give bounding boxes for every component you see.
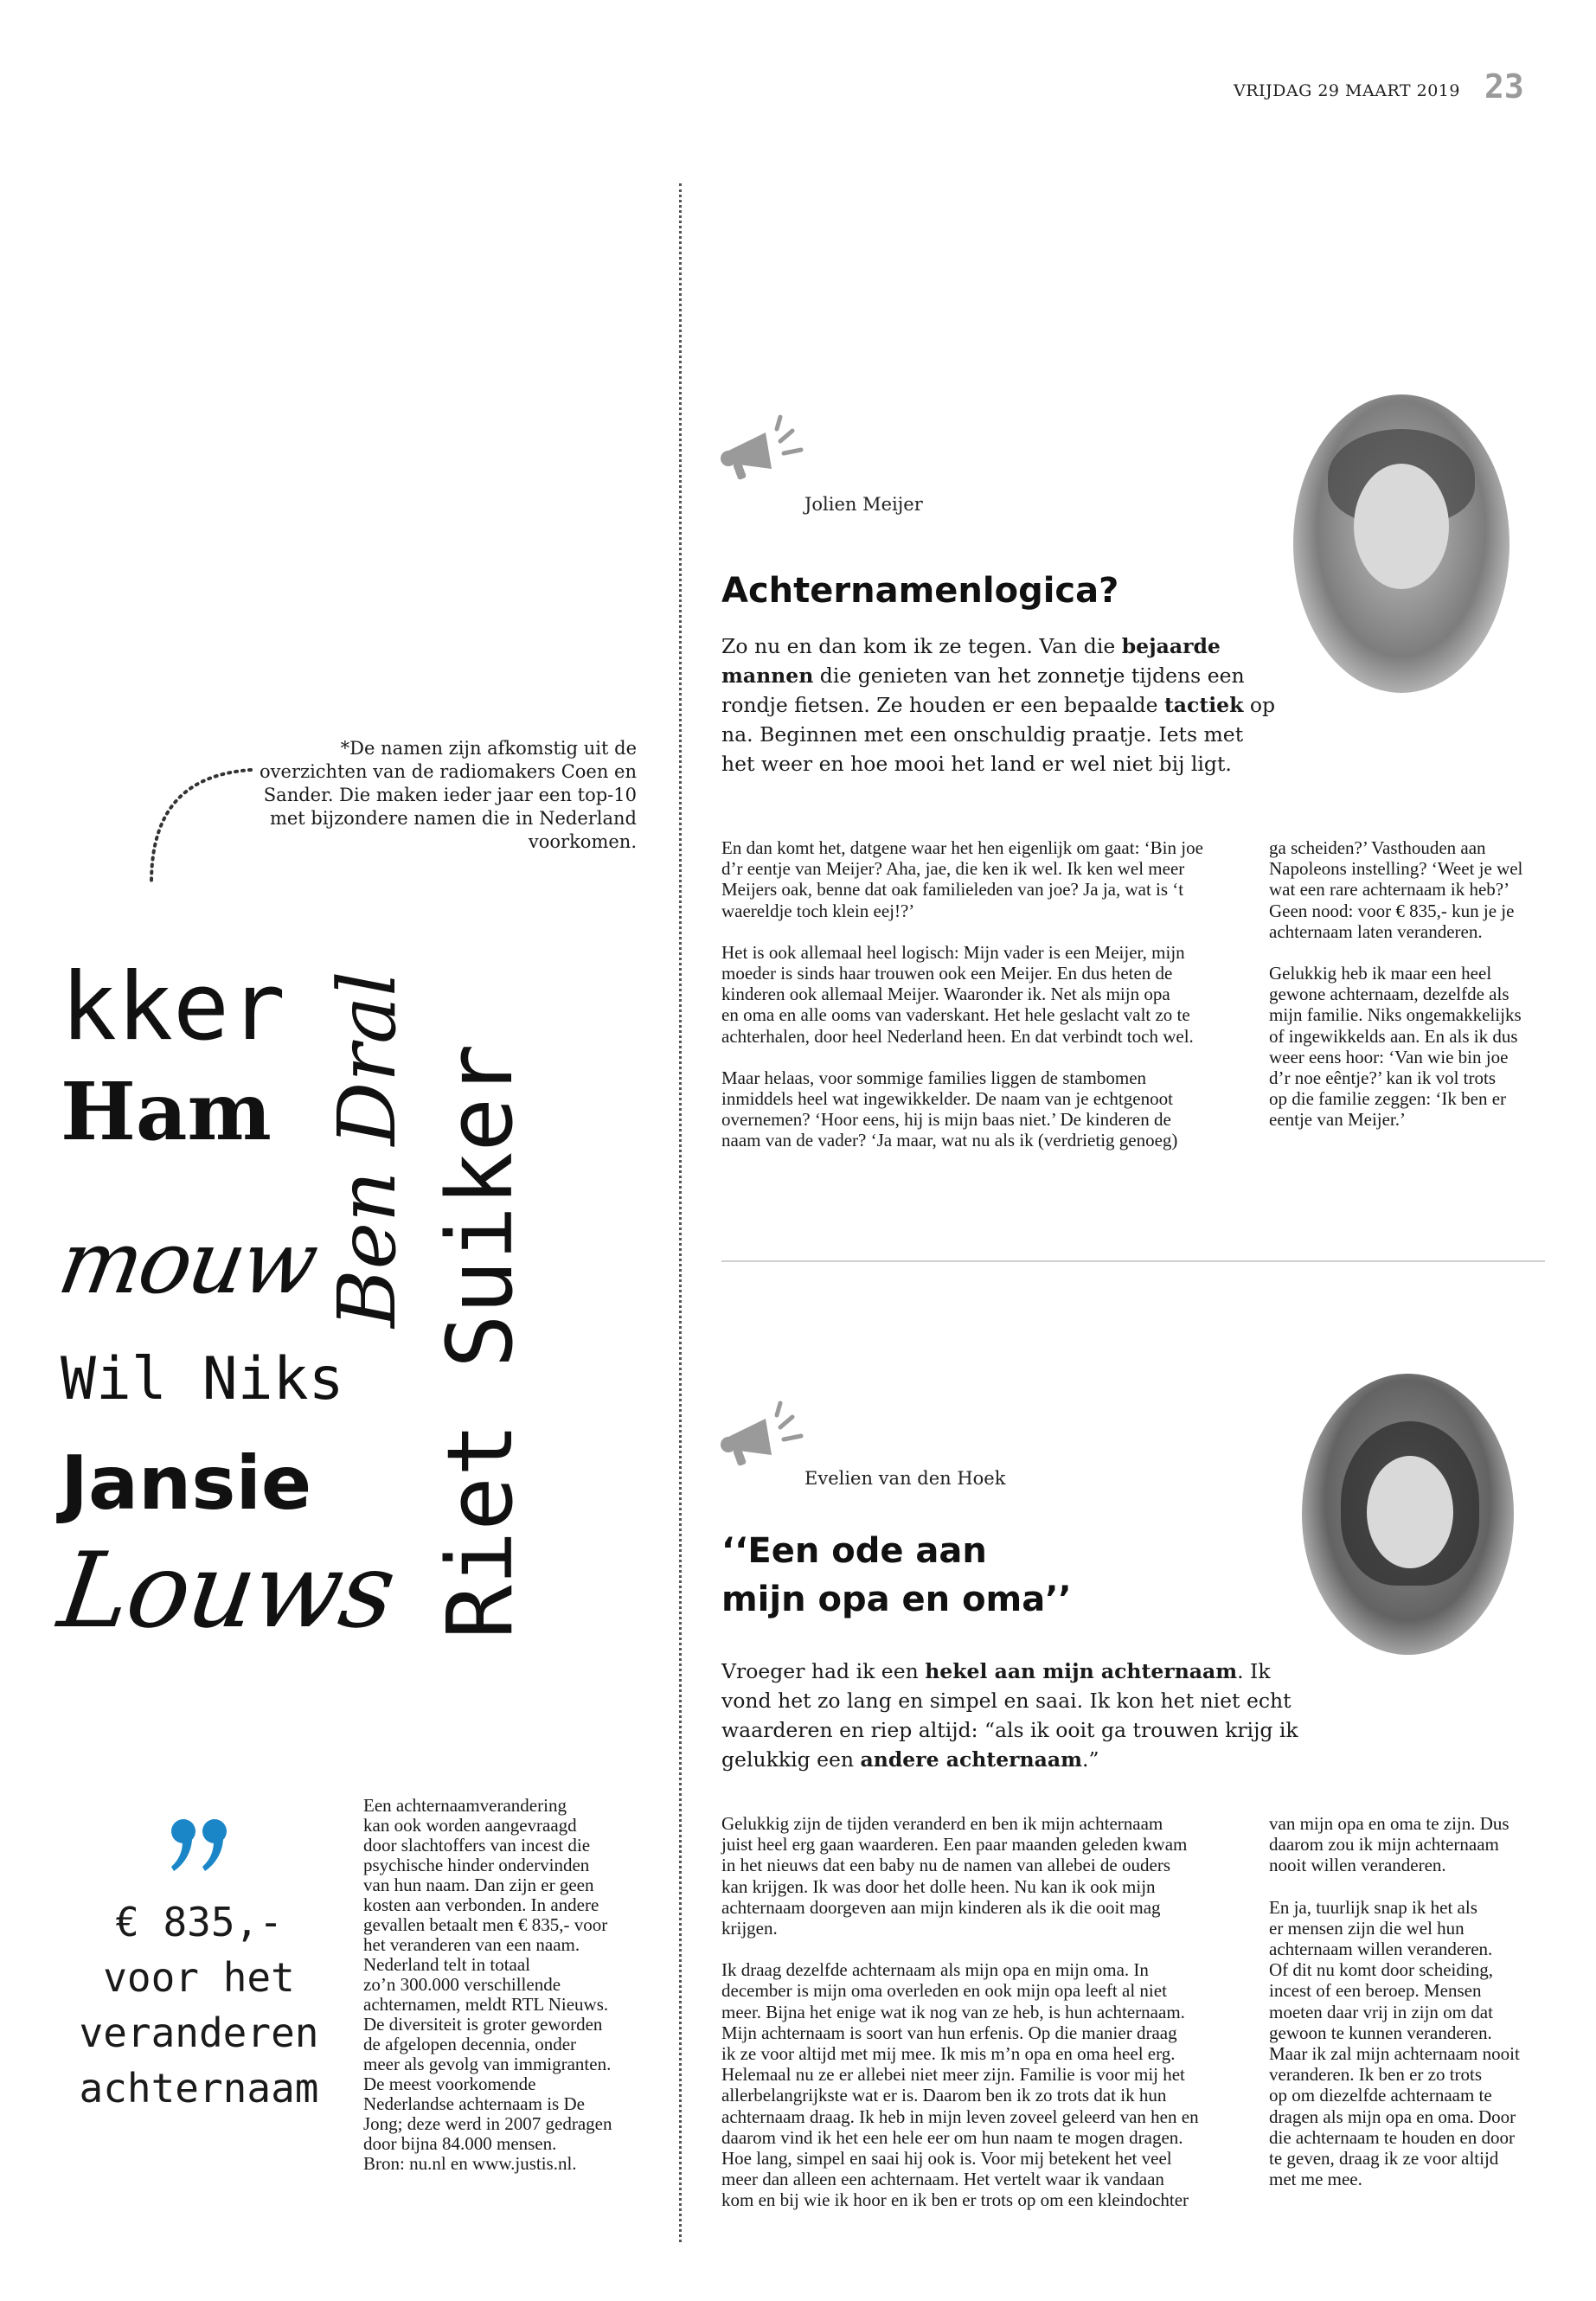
article-line: Maar helaas, voor sommige families liggen de stambomen — [721, 1067, 1147, 1088]
article-line: Meijers oak, benne dat oak familieleden van joe? Ja ja, wat is ‘t — [721, 879, 1184, 901]
article-line: achternaam draag. Ik heb in mijn leven zoveel geleerd van hen en — [721, 2106, 1199, 2127]
bold-phrase: hekel aan mijn achternaam — [925, 1659, 1238, 1683]
sidebar-info-line: kan ook worden aangevraagd — [363, 1815, 577, 1836]
pull-quote-line: voor het — [103, 1954, 295, 2001]
article-line: Of dit nu komt door scheiding, — [1269, 1959, 1493, 1981]
article-line: kinderen ook allemaal Meijer. Waaronder ik. Net als mijn opa — [721, 984, 1170, 1005]
article-line: inmiddels heel wat ingewikkelder. De naam van je echtgenoot — [721, 1088, 1173, 1110]
article-headline — [721, 1527, 1072, 1624]
article-line: achterhalen, door heel Nederland heen. En dat verbindt toch wel. — [721, 1025, 1194, 1047]
article-line: overnemen? ‘Hoor eens, hij is mijn baas niet.’ De kinderen de — [721, 1109, 1171, 1131]
article-paragraph — [721, 1067, 1258, 1151]
pull-quote-line: € 835,- — [115, 1899, 283, 1945]
article-paragraph — [721, 942, 1258, 1047]
article-line: achternaam doorgeven aan mijn kinderen als ik die ooit mag — [721, 1896, 1161, 1918]
article-intro-line — [721, 631, 1284, 661]
text-run: gelukkig een — [721, 1747, 861, 1772]
sidebar-info-line: gevallen betaalt men € 835,- voor — [363, 1914, 608, 1935]
article-line: met me mee. — [1269, 2169, 1362, 2190]
article-line: of ingewikkelds aan. En als ik dus — [1269, 1025, 1518, 1047]
collage-name-riet-suiker-text: Riet Suiker — [427, 1043, 533, 1639]
article-paragraph — [721, 1959, 1258, 2210]
header-date: VRIJDAG 29 MAART 2019 — [1234, 81, 1460, 100]
article-line: incest of een beroep. Mensen — [1269, 1980, 1482, 2002]
sidebar-info-line: meer als gevolg van immigranten. — [363, 2054, 612, 2074]
article-line: op om diezelfde achternaam te — [1269, 2085, 1492, 2106]
megaphone-icon — [718, 407, 822, 493]
article-intro-line — [721, 1715, 1344, 1745]
text-run: .” — [1081, 1747, 1099, 1772]
article-headline-line: mijn opa en oma’’ — [721, 1580, 1072, 1619]
bold-phrase: mannen — [721, 663, 814, 688]
article-line: En dan komt het, datgene waar het hen eigenlijk om gaat: ‘Bin joe — [721, 837, 1203, 858]
article-line: Gelukkig zijn de tijden veranderd en ben ik mijn achternaam — [721, 1813, 1163, 1834]
article-paragraph — [721, 837, 1258, 921]
sidebar-info-line: de afgelopen decennia, onder — [363, 2034, 577, 2054]
article-line: Ik draag dezelfde achternaam als mijn opa en mijn oma. In — [721, 1959, 1149, 1981]
article-headline — [721, 567, 1118, 615]
sidebar-info-line: Nederlandse achternaam is De — [363, 2093, 585, 2114]
sidebar-info-line: Jong; deze werd in 2007 gedragen — [363, 2113, 612, 2134]
article-line: En ja, tuurlijk snap ik het als — [1269, 1896, 1477, 1918]
text-run: het weer en hoe mooi het land er wel niet bij ligt. — [721, 752, 1232, 776]
article-body-column-1 — [721, 837, 1258, 1172]
article-line: achternaam laten veranderen. — [1269, 920, 1483, 942]
article-line: kom en bij wie ik hoor en ik ben er trots op om een kleindochter — [721, 2189, 1189, 2211]
article-intro-line — [721, 1657, 1344, 1686]
text-run: Vroeger had ik een — [721, 1659, 926, 1683]
column-divider — [679, 183, 682, 2242]
sidebar-info-line: achternamen, meldt RTL Nieuws. — [363, 1994, 609, 2015]
article-line: nooit willen veranderen. — [1269, 1855, 1446, 1876]
text-run: op — [1243, 693, 1276, 717]
text-run: . Ik — [1237, 1659, 1271, 1683]
megaphone-icon — [718, 1393, 822, 1479]
sidebar-info-line: van hun naam. Dan zijn er geen — [363, 1875, 594, 1895]
article-line: te geven, draag ik ze voor altijd — [1269, 2148, 1499, 2170]
article-line: Napoleons instelling? ‘Weet je wel — [1269, 858, 1523, 880]
article-line: Het is ook allemaal heel logisch: Mijn vader is een Meijer, mijn — [721, 941, 1185, 963]
dotted-curve-decoration — [138, 761, 260, 891]
article-line: d’r noe eêntje?’ kan ik vol trots — [1269, 1067, 1497, 1089]
collage-name-kker: kker — [61, 953, 286, 1061]
article-author: Jolien Meijer — [804, 494, 923, 515]
article-line: veranderen. Ik ben er zo trots — [1269, 2064, 1483, 2086]
article-paragraph — [721, 1813, 1258, 1939]
article-line: weer eens hoor: ‘Van wie bin joe — [1269, 1046, 1509, 1067]
article-body-column-2 — [1269, 1813, 1563, 2210]
article-line: ik ze voor altijd met mij mee. Ik mis m’n opa en oma heel erg. — [721, 2043, 1176, 2065]
text-run: rondje fietsen. Ze houden er een bepaalde — [721, 693, 1164, 717]
article-line: in het nieuws dat een baby nu de namen van allebei de ouders — [721, 1855, 1170, 1876]
article-headline-line: Achternamenlogica? — [721, 571, 1119, 611]
sidebar-info-line: De meest voorkomende — [363, 2073, 536, 2094]
article-line: Geen nood: voor € 835,- kun je je — [1269, 900, 1515, 921]
article-line: december is mijn oma overleden en ook mijn opa leeft al niet — [721, 1980, 1167, 2002]
article-line: die achternaam te houden en door — [1269, 2126, 1515, 2148]
collage-name-jansie: Jansie — [61, 1440, 312, 1527]
sidebar-info-line: De diversiteit is groter geworden — [363, 2014, 603, 2035]
article-intro-line — [721, 661, 1284, 690]
article-line: moeten daar vrij in zijn om dat — [1269, 2001, 1493, 2022]
article-line: meer dan alleen een achternaam. Het vertelt waar ik vandaan — [721, 2169, 1164, 2190]
article-line: wat een rare achternaam ik heb?’ — [1269, 879, 1510, 901]
article-line: Hoe lang, simpel en saai hij ook is. Voor mij betekent het veel — [721, 2148, 1172, 2170]
sidebar-info-line: Een achternaamverandering — [363, 1795, 567, 1816]
article-separator — [721, 1260, 1545, 1262]
article-body-column-2 — [1269, 837, 1563, 1151]
article-line: krijgen. — [721, 1918, 778, 1939]
article-line: meer. Bijna het enige wat ik nog van ze heb, is hun achternaam. — [721, 2001, 1185, 2022]
article-paragraph — [1269, 963, 1563, 1131]
article-line: dragen als mijn opa en oma. Door — [1269, 2106, 1516, 2127]
article-intro-line — [721, 1745, 1344, 1774]
article-line: moeder is sinds haar trouwen ook een Meijer. En dus heten de — [721, 963, 1173, 984]
article-line: allerbelangrijkste wat er is. Daarom ben ik zo trots dat ik hun — [721, 2085, 1167, 2106]
collage-name-ham: Ham — [61, 1065, 272, 1158]
collage-name-ben-dral-text: Ben Dral — [321, 971, 413, 1328]
article-line: mijn familie. Niks ongemakkelijks — [1269, 1004, 1522, 1026]
sidebar-info-line: door slachtoffers van incest die — [363, 1835, 591, 1856]
collage-name-louws: Louws — [52, 1531, 401, 1651]
article-paragraph — [1269, 837, 1563, 942]
article-line: Helemaal nu ze er allebei niet meer zijn. Familie is voor mij het — [721, 2064, 1185, 2086]
article-line: daarom zou ik mijn achternaam — [1269, 1834, 1499, 1856]
collage-name-mouw: mouw — [51, 1212, 324, 1313]
article-line: eentje van Meijer.’ — [1269, 1109, 1407, 1131]
article-line: daarom vind ik het een hele eer om hun naam te mogen dragen. — [721, 2126, 1183, 2148]
footnote-text: *De namen zijn afkomstig uit de overzichten van de radiomakers Coen en Sander. Die maken ieder jaar een top-10 met bijzondere namen die in Nederland voorkomen. — [260, 738, 637, 852]
author-photo — [1293, 394, 1509, 693]
article-line: juist heel erg gaan waarderen. Een paar maanden geleden kwam — [721, 1834, 1188, 1856]
sidebar-info-line: kosten aan verbonden. In andere — [363, 1894, 599, 1915]
article-line: gewoon te kunnen veranderen. — [1269, 2022, 1492, 2043]
pull-quote — [52, 1894, 346, 2116]
article-author: Evelien van den Hoek — [804, 1468, 1006, 1489]
article-line: achternaam willen veranderen. — [1269, 1939, 1493, 1960]
article-intro-line — [721, 720, 1284, 749]
article-intro-line — [721, 749, 1284, 779]
article-line: waereldje toch klein eej!?’ — [721, 900, 915, 921]
sidebar-info-line: het veranderen van een naam. — [363, 1934, 580, 1955]
article-intro-line — [721, 1686, 1344, 1715]
article-intro — [721, 631, 1284, 779]
sidebar-info-line: door bijna 84.000 mensen. — [363, 2133, 557, 2154]
article-line: er mensen zijn die wel hun — [1269, 1917, 1465, 1939]
text-run: vond het zo lang en simpel en saai. Ik kon het niet echt — [721, 1689, 1292, 1713]
article-body-column-1 — [721, 1813, 1258, 2232]
sidebar-info-text — [363, 1796, 640, 2174]
collage-name-wil-niks: Wil Niks — [61, 1345, 344, 1413]
article-intro — [721, 1657, 1344, 1774]
article-line: gewone achternaam, dezelfde als — [1269, 984, 1509, 1005]
pull-quote-line: achternaam — [79, 2065, 319, 2112]
article-line: en oma en alle ooms van vaderskant. Het hele geslacht valt zo te — [721, 1004, 1190, 1026]
page-number: 23 — [1484, 67, 1524, 106]
article-line: naam van de vader? ‘Ja maar, wat nu als ik (verdrietig genoeg) — [721, 1130, 1178, 1151]
article-paragraph — [1269, 1897, 1563, 2190]
article-line: d’r eentje van Meijer? Aha, jae, die ken ik wel. Ik ken wel meer — [721, 858, 1185, 880]
author-photo — [1302, 1374, 1514, 1655]
article-headline-line: ‘‘Een ode aan — [721, 1531, 987, 1571]
bold-phrase: tactiek — [1163, 693, 1244, 717]
article-line: op die familie zeggen: ‘Ik ben er — [1269, 1088, 1507, 1110]
article-intro-line — [721, 690, 1284, 720]
text-run: die genieten van het zonnetje tijdens een — [813, 663, 1245, 688]
sidebar-info-line: Nederland telt in totaal — [363, 1954, 531, 1975]
sidebar-info-line: zo’n 300.000 verschillende — [363, 1974, 561, 1995]
article-line: Maar ik zal mijn achternaam nooit — [1269, 2043, 1520, 2065]
text-run: waarderen en riep altijd: “als ik ooit ga trouwen krijg ik — [721, 1718, 1298, 1742]
article-line: Gelukkig heb ik maar een heel — [1269, 963, 1492, 984]
text-run: Zo nu en dan kom ik ze tegen. Van die — [721, 634, 1122, 658]
article-line: kan krijgen. Ik was door het dolle heen. Nu kan ik ook mijn — [721, 1875, 1156, 1897]
article-line: ga scheiden?’ Vasthouden aan — [1269, 837, 1486, 858]
sidebar-info-line: psychische hinder ondervinden — [363, 1855, 590, 1875]
pull-quote-line: veranderen — [79, 2009, 319, 2056]
quote-mark-icon — [169, 1812, 231, 1881]
article-line: Mijn achternaam is soort van hun erfenis. Op die manier draag — [721, 2022, 1177, 2043]
article-paragraph — [1269, 1813, 1563, 1876]
bold-phrase: bejaarde — [1121, 634, 1221, 658]
article-line: van mijn opa en oma te zijn. Dus — [1269, 1813, 1509, 1834]
bold-phrase: andere achternaam — [860, 1747, 1082, 1772]
text-run: na. Beginnen met een onschuldig praatje. Iets met — [721, 722, 1244, 747]
sidebar-info-line: Bron: nu.nl en www.justis.nl. — [363, 2153, 577, 2174]
